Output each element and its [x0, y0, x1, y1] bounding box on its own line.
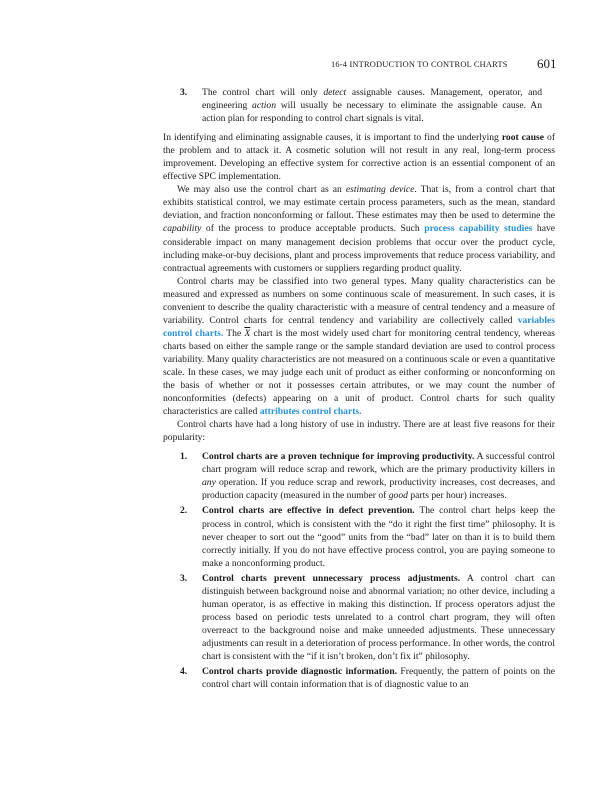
emphasis: good [388, 490, 408, 502]
key-term: attributes control charts. [259, 406, 362, 418]
page-body [163, 86, 555, 693]
list-item: 3. Control charts prevent unnecessary process adjustments. A control chart can distinguish between background noise and abnormal variation; no other device, including a human operator, is as effective in making this distinction. If process operators adjust the process based on periodic tests unrelated to a control chart program, they will often overreact to the background noise and make unneeded adjustments. These unnecessary adjustments can result in a deterioration of process performance. In other words, the control chart is consistent with the “if it isn’t broken, don’t fix it” philosophy. [180, 572, 555, 662]
list-number: 2. [180, 505, 188, 517]
emphasis: any [202, 477, 216, 489]
emphasis: detect [323, 87, 347, 98]
item-title: Control charts prevent unnecessary process adjustments. [202, 572, 461, 584]
key-term: variables control charts. [163, 314, 555, 339]
item-title: Control charts are a proven technique for improving productivity. [202, 451, 475, 463]
emphasis: estimating device [345, 184, 415, 196]
list-number: 1. [180, 451, 188, 463]
item-title: Control charts provide diagnostic information. [202, 666, 398, 678]
paragraph: Control charts may be classified into two general types. Many quality characteristics can be measured and expressed as numbers on some continuous scale of measurement. In such cases, it is convenient to describe the quality characteristic with a measure of central tendency and a measure of variability. Control charts for central tendency and variability are collectively called variables control charts. The $\overline{X}$ chart is the most widely used chart for monitoring central tendency, whereas charts based on either the sample range or the sample standard deviation are used to control process variability. Many quality characteristics are not measured on a continuous scale or even a quantitative scale. In these cases, we may judge each unit of product as either conforming or nonconforming on the basis of whether or not it possesses certain attributes, or we may count the number of nonconformities (defects) appearing on a unit of product. Control charts for such quality characteristics are called attributes control charts. [163, 275, 555, 418]
reasons-list [163, 450, 555, 691]
paragraph: We may also use the control chart as an estimating device. That is, from a control chart that exhibits statistical control, we may estimate certain process parameters, such as the mean, standard deviation, and fraction nonconforming or fallout. These estimates may then be used to determine the capability of the process to produce acceptable products. Such process capability studies have considerable impact on many management decision problems that occur over the product cycle, including make-or-buy decisions, plant and process improvements that reduce process variability, and contractual agreements with customers or suppliers regarding product quality. [163, 184, 556, 274]
list-number: 4. [180, 666, 188, 678]
list-item: 1. Control charts are a proven technique for improving productivity. A successful control chart program will reduce scrap and rework, which are the primary productivity killers in any operation. If you reduce scrap and rework, productivity increases, cost decreases, and production capacity (measured in the number of good parts per hour) increases. [180, 451, 556, 502]
page-number: 601 [537, 56, 557, 71]
list-item: 4. Control charts provide diagnostic information. Frequently, the pattern of points on the control chart will contain information that is of diagnostic value to an [180, 666, 555, 691]
item-title: Control charts are effective in defect prevention. [202, 505, 415, 517]
paragraph: In identifying and eliminating assignable causes, it is important to find the underlying root cause of the problem and to attack it. A cosmetic solution will not result in any real, long-term process improvement. Developing an effective system for corrective action is an essential component of an effective SPC implementation. [163, 132, 556, 183]
list-item: 3. The control chart will only detect assignable causes. Management, operator, and engineering action will usually be necessary to eliminate the assignable cause. An action plan for responding to control chart signals is vital. [180, 87, 542, 125]
bold-term: root cause [501, 132, 545, 144]
emphasis: capability [163, 223, 202, 235]
running-head: 16-4 INTRODUCTION TO CONTROL CHARTS [331, 60, 508, 69]
list-number: 3. [180, 87, 188, 98]
key-term: process capability studies [424, 223, 533, 235]
paragraph: Control charts have had a long history of use in industry. There are at least five reasons for their popularity: [163, 419, 555, 444]
list-item: 2. Control charts are effective in defect prevention. The control chart helps keep the process in control, which is consistent with the “do it right the first time” philosophy. It is never cheaper to sort out the “good” units from the “bad” later on than it is to build them correctly initially. If you do not have effective process control, you are paying someone to make a nonconforming product. [180, 505, 556, 569]
x-bar-symbol: $\overline{X}$ [244, 327, 251, 339]
list-number: 3. [180, 572, 188, 584]
emphasis: action [252, 100, 276, 112]
